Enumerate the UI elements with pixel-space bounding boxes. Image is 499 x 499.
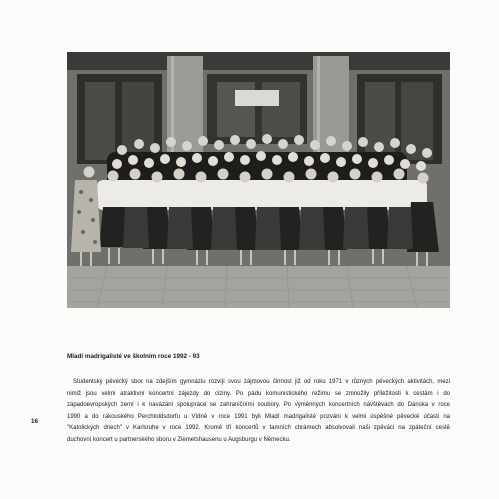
- paragraph-line: "Katolických dnech" v Karlsruhe v roce 1992. Kromě tří koncertů v tamních chrámech absolvovali naši zpěváci na zpáteční cestě: [67, 425, 450, 432]
- paragraph-line: západoevropských zemí i k navázání spolupráce se zahraničními soubory. Po výměnných koncertních návštěvách do Dánska v roce: [67, 402, 450, 409]
- photo-caption: Mladí madrigalisté ve školním roce 1992 - 93: [67, 353, 200, 360]
- paragraph-line: nimiž jsou velmi atraktivní koncertní zájezdy do ciziny. Po pádu komunistického režimu se zmnožily příležitosti k cestám i do: [67, 390, 450, 397]
- paragraph-line: 1990 a do rakouského Perchtoldsdorfu u Vídně v roce 1991 byli Mladí madrigalisté pozváni k velmi úspěšné pěvecké účasti na: [67, 413, 450, 420]
- paragraph-line: duchovní koncert u partnerského sboru v Ziemetshausenu u Augsburgu v Německu.: [67, 436, 291, 443]
- page-number: 16: [31, 418, 39, 425]
- choir-photo: [67, 52, 450, 308]
- body-paragraph: [67, 377, 450, 447]
- choir-photo-drawing: [67, 52, 450, 308]
- paragraph-line: Studentský pěvecký sbor na zdejším gymnáziu rozvíjí svou zájmovou činnost již od roku 1971 v různých pěveckých aktivitách, mezi: [73, 379, 450, 385]
